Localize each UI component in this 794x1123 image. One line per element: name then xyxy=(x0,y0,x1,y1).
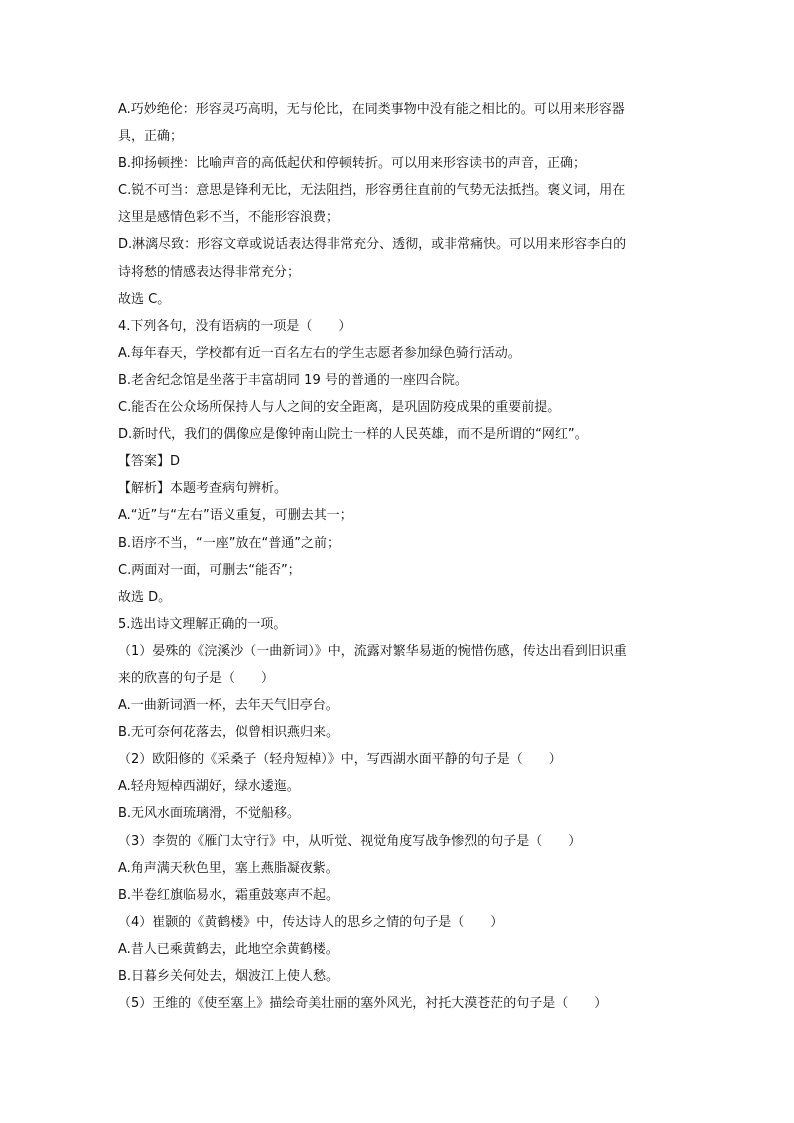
option-line: A.一曲新词酒一杯，去年天气旧亭台。 xyxy=(118,698,339,714)
option-line: B.无可奈何花落去，似曾相识燕归来。 xyxy=(118,725,340,741)
analysis-line: 【解析】本题考查病句辨析。 xyxy=(118,481,288,497)
text-line: 具，正确； xyxy=(118,129,184,145)
text-line: A.巧妙绝伦：形容灵巧高明，无与伦比，在同类事物中没有能之相比的。可以用来形容器 xyxy=(118,102,625,117)
text-line: D.淋漓尽致：形容文章或说话表达得非常充分、透彻，或非常痛快。可以用来形容李白的 xyxy=(118,237,627,253)
answer-line: 【答案】D xyxy=(118,454,181,470)
text-line: 故选 C。 xyxy=(118,291,171,307)
option-line: B.日暮乡关何处去，烟波江上使人愁。 xyxy=(118,969,340,984)
option-line: A.角声满天秋色里，塞上燕脂凝夜紫。 xyxy=(118,860,339,876)
option-line: A.昔人已乘黄鹤去，此地空余黄鹤楼。 xyxy=(118,941,339,957)
text-line: B.抑扬顿挫：比喻声音的高低起伏和停顿转折。可以用来形容读书的声音，正确； xyxy=(118,156,587,172)
option-line: B.无风水面琉璃滑，不觉船移。 xyxy=(118,806,301,822)
sub-question: （1）晏殊的《浣溪沙（一曲新词）》中，流露对繁华易逝的惋惜伤感，传达出看到旧识重 xyxy=(118,643,627,659)
sub-question: （2）欧阳修的《采桑子（轻舟短棹）》中，写西湖水面平静的句子是（ ） xyxy=(118,752,562,768)
text-line: 故选 D。 xyxy=(118,589,172,605)
sub-question: （5）王维的《使至塞上》描绘奇美壮丽的塞外风光，衬托大漠苍茫的句子是（ ） xyxy=(118,996,608,1012)
question-stem: 4.下列各句，没有语病的一项是（ ） xyxy=(118,318,352,334)
text-line: 诗将愁的情感表达得非常充分； xyxy=(118,264,301,280)
text-line: 这里是感情色彩不当，不能形容浪费； xyxy=(118,210,340,226)
option-line: B.老舍纪念馆是坐落于丰富胡同 19 号的普通的一座四合院。 xyxy=(118,372,468,388)
sub-question: （4）崔颢的《黄鹤楼》中，传达诗人的思乡之情的句子是（ ） xyxy=(118,914,504,930)
option-line: B.半卷红旗临易水，霜重鼓寒声不起。 xyxy=(118,887,340,903)
sub-question: 来的欣喜的句子是（ ） xyxy=(118,670,275,686)
sub-question: （3）李贺的《雁门太守行》中，从听觉、视觉角度写战争惨烈的句子是（ ） xyxy=(118,833,582,849)
text-line: C.两面对一面，可删去“能否”； xyxy=(118,562,301,578)
text-line: B.语序不当，“一座”放在“普通”之前； xyxy=(118,535,340,551)
text-line: C.锐不可当：意思是锋利无比，无法阻挡，形容勇往直前的气势无法抵挡。褒义词，用在 xyxy=(118,183,626,199)
option-line: D.新时代，我们的偶像应是像钟南山院士一样的人民英雄，而不是所谓的“网红”。 xyxy=(118,427,588,443)
option-line: A.每年春天，学校都有近一百名左右的学生志愿者参加绿色骑行活动。 xyxy=(118,345,521,361)
option-line: C.能否在公众场所保持人与人之间的安全距离，是巩固防疫成果的重要前提。 xyxy=(118,400,561,416)
question-stem: 5.选出诗文理解正确的一项。 xyxy=(118,616,287,632)
document-body xyxy=(118,96,678,1017)
text-line: A.“近”与“左右”语义重复，可删去其一； xyxy=(118,508,353,524)
option-line: A.轻舟短棹西湖好，绿水逶迤。 xyxy=(118,779,300,795)
